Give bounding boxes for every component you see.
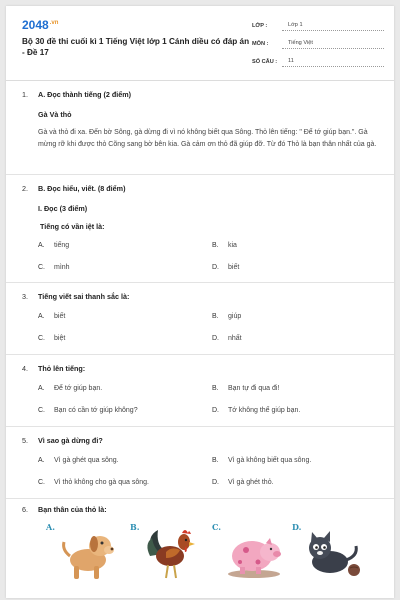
meta-row-question-count xyxy=(252,52,384,67)
option-d[interactable] xyxy=(212,479,274,486)
option-text: Tớ không thể giúp bạn. xyxy=(228,407,301,414)
option-letter: A. xyxy=(38,457,45,464)
option-d[interactable] xyxy=(212,264,239,271)
site-logo[interactable] xyxy=(22,18,58,32)
option-text: tiếng xyxy=(54,242,70,249)
divider xyxy=(6,426,394,427)
option-c[interactable] xyxy=(38,335,65,342)
option-letter: A. xyxy=(38,242,45,249)
option-d[interactable] xyxy=(212,335,242,342)
question-number: 6. xyxy=(22,505,28,514)
meta-value: Lớp 1 xyxy=(282,22,384,31)
exam-title: Bộ 30 đề thi cuối kì 1 Tiếng Việt lớp 1 Cánh diều có đáp án - Đề 17 xyxy=(22,37,250,57)
dog-icon xyxy=(54,522,124,584)
option-letter: A. xyxy=(38,385,45,392)
option-c-image[interactable] xyxy=(220,522,290,584)
option-b[interactable] xyxy=(212,242,237,249)
divider xyxy=(6,498,394,499)
option-letter-b: B. xyxy=(130,522,140,532)
logo-suffix: .vn xyxy=(49,20,59,26)
option-letter: C. xyxy=(38,335,45,342)
option-b-image[interactable] xyxy=(142,522,212,584)
meta-row-subject xyxy=(252,34,384,49)
section-subtitle: I. Đọc (3 điểm) xyxy=(38,204,88,213)
question-text: Tiếng viết sai thanh sắc là: xyxy=(38,292,130,301)
option-text: Vì gà không biết qua sông. xyxy=(228,457,312,464)
option-letter: C. xyxy=(38,407,45,414)
exam-meta xyxy=(252,16,384,70)
option-letter: B. xyxy=(212,313,219,320)
meta-row-class xyxy=(252,16,384,31)
option-text: giúp xyxy=(228,313,242,320)
option-text: biết xyxy=(228,264,240,271)
divider xyxy=(6,354,394,355)
option-text: Bạn tự đi qua đi! xyxy=(228,385,280,392)
option-c[interactable] xyxy=(38,407,138,414)
rooster-icon xyxy=(142,522,212,584)
option-text: kia xyxy=(228,242,237,249)
option-letter: B. xyxy=(212,385,219,392)
question-number: 2. xyxy=(22,184,28,193)
option-d[interactable] xyxy=(212,407,300,414)
meta-value: 11 xyxy=(282,58,384,67)
option-b[interactable] xyxy=(212,385,279,392)
option-b[interactable] xyxy=(212,313,241,320)
reading-passage: Gà và thỏ đi xa. Đến bờ Sông, gà dừng đi vì nó không biết qua Sông. Thỏ lên tiếng: " Để tớ giúp bạn.". Gà mừng rỡ khi được thỏ Cõng sang bờ bên kia. Gà cảm ơn thỏ đã giúp đỡ. Từ đó Thỏ là bạn thân nhất của gà. xyxy=(38,129,377,148)
option-text: Vì gà ghét qua sông. xyxy=(54,457,119,464)
option-text: Bạn có cần tớ giúp không? xyxy=(54,407,138,414)
question-text: Vì sao gà dừng đi? xyxy=(38,436,103,445)
option-a[interactable] xyxy=(38,385,102,392)
option-text: biệt xyxy=(54,335,66,342)
question-text: Thỏ lên tiếng: xyxy=(38,364,86,373)
option-letter: D. xyxy=(212,479,219,486)
option-text: nhất xyxy=(228,335,242,342)
exam-sheet xyxy=(6,6,394,598)
option-a[interactable] xyxy=(38,457,119,464)
option-letter: C. xyxy=(38,264,45,271)
option-text: biết xyxy=(54,313,66,320)
option-letter: D. xyxy=(212,407,219,414)
meta-key: SỐ CÂU : xyxy=(252,59,278,65)
divider xyxy=(6,282,394,283)
option-c[interactable] xyxy=(38,479,149,486)
question-text: B. Đọc hiểu, viết. (8 điểm) xyxy=(38,184,126,193)
question-prompt: Tiếng có vần iệt là: xyxy=(40,222,105,231)
exam-header xyxy=(6,6,394,81)
logo-text: 2048 xyxy=(22,18,49,32)
meta-key: MÔN : xyxy=(252,41,269,47)
option-letter: D. xyxy=(212,335,219,342)
option-text: Vì thỏ không cho gà qua sông. xyxy=(54,479,149,486)
meta-value: Tiếng Việt xyxy=(282,40,384,49)
question-number: 3. xyxy=(22,292,28,301)
option-letter-d: D. xyxy=(292,522,302,532)
option-letter: C. xyxy=(38,479,45,486)
option-text: Để tớ giúp bạn. xyxy=(54,385,103,392)
question-text: Bạn thân của thỏ là: xyxy=(38,505,107,514)
option-a-image[interactable] xyxy=(54,522,124,584)
option-c[interactable] xyxy=(38,264,70,271)
question-text: A. Đọc thành tiếng (2 điểm) xyxy=(38,90,132,99)
option-letter: B. xyxy=(212,242,219,249)
option-letter-a: A. xyxy=(46,522,55,532)
option-a[interactable] xyxy=(38,313,65,320)
meta-key: LỚP : xyxy=(252,23,268,29)
option-b[interactable] xyxy=(212,457,311,464)
option-a[interactable] xyxy=(38,242,69,249)
option-d-image[interactable] xyxy=(300,522,370,584)
option-letter-c: C. xyxy=(212,522,222,532)
question-number: 5. xyxy=(22,436,28,445)
option-letter: D. xyxy=(212,264,219,271)
passage-title: Gà Và thỏ xyxy=(38,110,72,119)
option-text: Vì gà ghét thỏ. xyxy=(228,479,274,486)
option-text: mình xyxy=(54,264,70,271)
divider xyxy=(6,174,394,175)
option-letter: B. xyxy=(212,457,219,464)
option-letter: A. xyxy=(38,313,45,320)
pig-icon xyxy=(220,522,290,584)
question-number: 1. xyxy=(22,90,28,99)
cat-icon xyxy=(300,522,370,584)
question-number: 4. xyxy=(22,364,28,373)
